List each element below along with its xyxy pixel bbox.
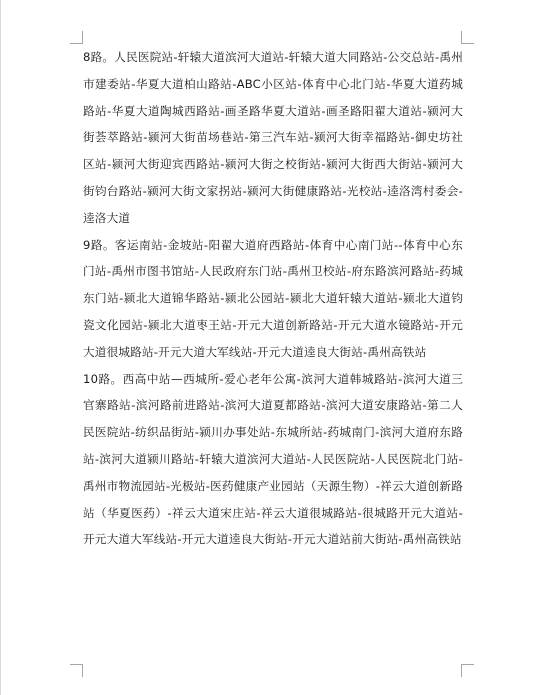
crop-mark-bottom-right (461, 664, 474, 677)
route-10-paragraph: 10路。西高中站—西城所-爱心老年公寓-滨河大道韩城路站-滨河大道三官寨路站-滨河路前进路站-滨河大道夏都路站-滨河大道安康路站-第二人民医院站-纺织品街站-颍川办事处站-东城所站-药城南门-滨河大道府东路站-滨河大道颍川路站-轩辕大道滨河大道站-人民医院站-人民医院北门站-禹州市物流园站-光极站-医药健康产业园站（天源生物）-祥云大道创新路站（华夏医药）-祥云大道宋庄站-祥云大道很城路站-很城路开元大道站-开元大道大军线站-开元大道逵良大街站-开元大道站前大街站-禹州高铁站 (83, 371, 463, 547)
crop-mark-top-left (70, 31, 83, 44)
crop-mark-bottom-left (70, 664, 83, 677)
route-9-paragraph: 9路。客运南站-金坡站-阳翟大道府西路站-体育中心南门站--体育中心东门站-禹州市图书馆站-人民政府东门站-禹州卫校站-府东路滨河路站-药城东门站-颍北大道锦华路站-颍北公园站-颍北大道轩辕大道站-颍北大道钧瓷文化园站-颍北大道枣王站-开元大道创新路站-开元大道水镜路站-开元大道很城路站-开元大道大军线站-开元大道逵良大街站-禹州高铁站 (83, 237, 463, 359)
crop-mark-top-right (461, 31, 474, 44)
document-body (83, 44, 463, 553)
route-8-paragraph: 8路。人民医院站-轩辕大道滨河大道站-轩辕大道大同路站-公交总站-禹州市建委站-华夏大道柏山路站-ABC小区站-体育中心北门站-华夏大道药城路站-华夏大道陶城西路站-画圣路华夏大道站-画圣路阳翟大道站-颍河大街荟萃路站-颍河大街苗场巷站-第三汽车站-颍河大街幸福路站-御史坊社区站-颍河大街迎宾西路站-颍河大街之校街站-颍河大街西大街站-颍河大街钧台路站-颍河大街文家拐站-颍河大街健康路站-光校站-逵洛湾村委会-逵洛大道 (83, 50, 463, 225)
